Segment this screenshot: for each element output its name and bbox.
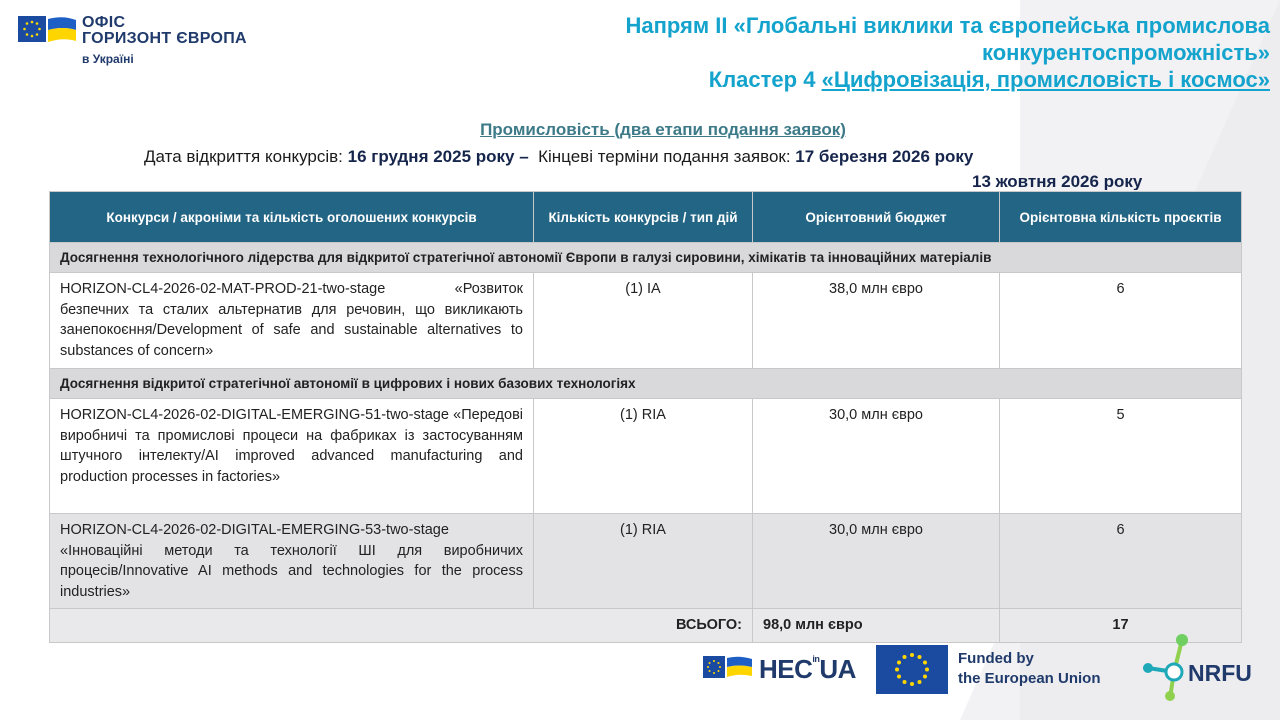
funded-by-eu-logo [876,645,1126,695]
total-row [50,609,1242,643]
funded-by-text [958,649,1101,689]
heu-in: in [812,654,820,664]
eu-ukraine-flags-icon [703,656,753,680]
group-row [50,243,1242,273]
calls-table [49,191,1242,643]
header-line-1: Напрям II «Глобальні виклики та європейська промислова [625,13,1270,38]
eu-line-1: Funded by [958,650,1034,667]
eu-line-2: the European Union [958,670,1101,687]
section-subtitle: Промисловість (два етапи подання заявок) [480,120,846,139]
logo-line-3: в Україні [82,52,134,66]
nrfu-logo [1140,632,1270,702]
heu-ua-suffix: UA [819,654,856,684]
deadline-2: 13 жовтня 2026 року [972,172,1143,190]
nrfu-text: NRFU [1188,660,1252,686]
budget-cell: 30,0 млн євро [753,399,1000,514]
deadline-1: 17 березня 2026 року [795,147,974,166]
col-header-type: Кількість конкурсів / тип дій [534,192,753,243]
topic-cell: HORIZON-CL4-2026-02-DIGITAL-EMERGING-53-two-stage «Інноваційні методи та технології ШІ для виробничих процесів/Innovative AI methods and technologies for the process industries» [50,514,534,609]
projects-cell: 5 [1000,399,1242,514]
total-budget: 98,0 млн євро [753,609,1000,643]
dates-line [144,147,973,167]
table-row [50,273,1242,369]
col-header-topics: Конкурси / акроніми та кількість оголошених конкурсів [50,192,534,243]
total-label: ВСЬОГО: [50,609,753,643]
heu-ua-logo [703,652,863,686]
logo-line-2: ГОРИЗОНТ ЄВРОПА [82,30,247,47]
header-line-2: конкурентоспроможність» [981,40,1270,65]
deadline-label: Кінцеві терміни подання заявок: [528,147,796,166]
group-row [50,369,1242,399]
projects-cell: 6 [1000,514,1242,609]
header-cluster [470,66,1270,93]
eu-ukraine-flags-icon [18,16,78,46]
topic-cell: HORIZON-CL4-2026-02-DIGITAL-EMERGING-51-two-stage «Передові виробничі та промислові процеси на фабриках із застосуванням штучного інтелекту/AI improved advanced manufacturing and production processes in factories» [50,399,534,514]
topic-cell: HORIZON-CL4-2026-02-MAT-PROD-21-two-stage «Розвиток безпечних та сталих альтернатив для речовин, що викликають занепокоєння/Development of safe and sustainable alternatives to substances of concern» [50,273,534,369]
col-header-projects: Орієнтовна кількість проєктів [1000,192,1242,243]
budget-cell: 30,0 млн євро [753,514,1000,609]
col-header-budget: Орієнтовний бюджет [753,192,1000,243]
type-cell: (1) RIA [534,399,753,514]
table-header-row [50,192,1242,243]
table-row [50,514,1242,609]
open-date: 16 грудня 2025 року – [347,147,529,166]
heu-ua-text: $HEC^{in}UA$ [759,654,856,684]
cluster-prefix: Кластер 4 [708,67,822,92]
budget-cell: 38,0 млн євро [753,273,1000,369]
group-title: Досягнення технологічного лідерства для відкритої стратегічної автономії Європи в галузі сировини, хімікатів та інноваційних матеріалів [50,243,1242,273]
slide-header [470,12,1270,93]
logo-line-1: ОФІС [82,14,126,31]
table-row [50,399,1242,514]
office-horizon-europe-logo [18,14,258,70]
type-cell: (1) RIA [534,514,753,609]
type-cell: (1) IA [534,273,753,369]
total-projects: 17 [1000,609,1242,643]
cluster-name: «Цифровізація, промисловість і космос» [821,67,1270,92]
eu-flag-icon [876,645,948,694]
projects-cell: 6 [1000,273,1242,369]
group-title: Досягнення відкритої стратегічної автономії в цифрових і нових базових технологіях [50,369,1242,399]
open-label: Дата відкриття конкурсів: [144,147,348,166]
